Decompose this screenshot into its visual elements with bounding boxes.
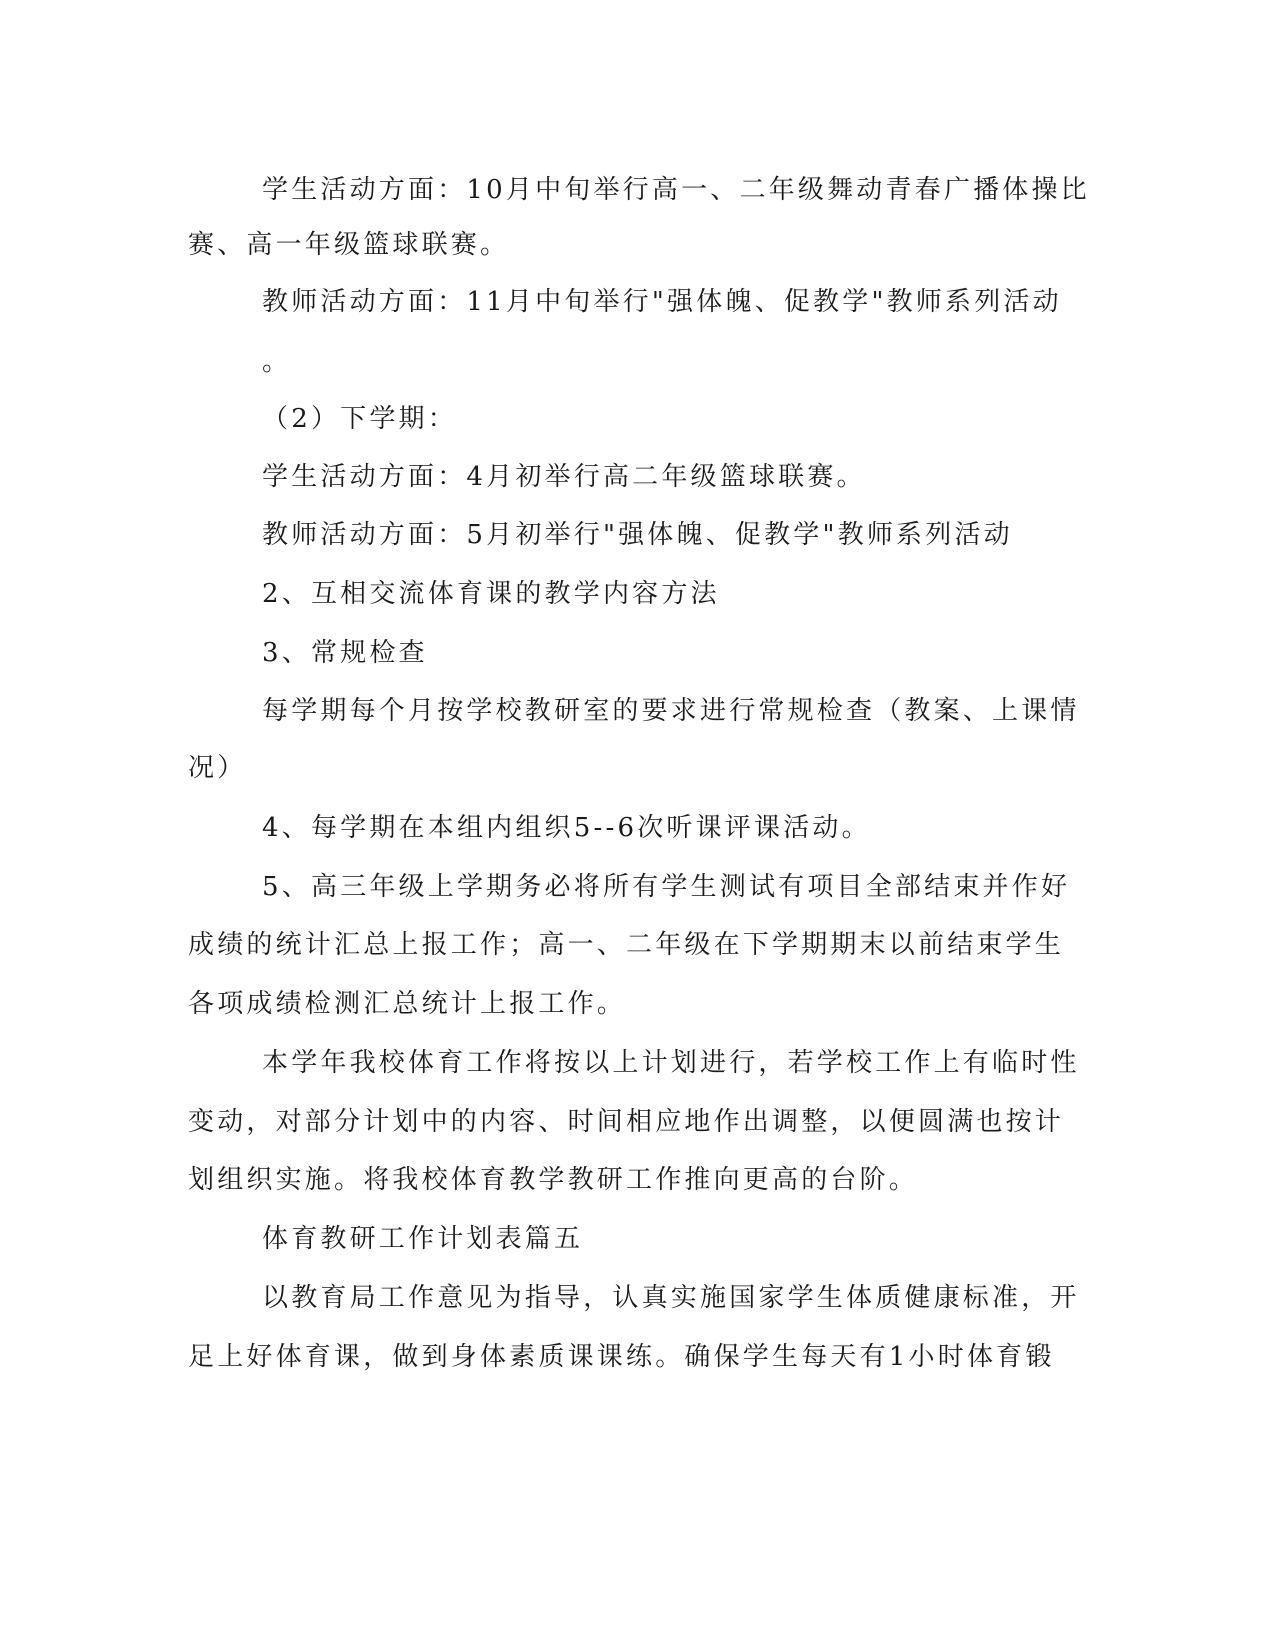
paragraph-line: 2、互相交流体育课的教学内容方法 (262, 579, 720, 609)
paragraph-line: 变动，对部分计划中的内容、时间相应地作出调整，以便圆满也按计 (188, 1107, 1065, 1137)
section-heading: 体育教研工作计划表篇五 (262, 1224, 584, 1254)
paragraph-line: 3、常规检查 (262, 638, 428, 668)
paragraph-line: 本学年我校体育工作将按以上计划进行，若学校工作上有临时性 (262, 1048, 1080, 1078)
paragraph-line: 教师活动方面：5月初举行"强体魄、促教学"教师系列活动 (262, 520, 1013, 550)
paragraph-line: 况） (188, 753, 247, 783)
paragraph-line: 4、每学期在本组内组织5--6次听课评课活动。 (262, 813, 871, 843)
paragraph-line: （2）下学期： (262, 404, 457, 434)
paragraph-line: 足上好体育课，做到身体素质课课练。确保学生每天有1小时体育锻 (188, 1342, 1055, 1372)
paragraph-line: 。 (262, 347, 292, 377)
paragraph-line: 以教育局工作意见为指导，认真实施国家学生体质健康标准，开 (262, 1283, 1080, 1313)
paragraph-line: 学生活动方面：10月中旬举行高一、二年级舞动青春广播体操比 (262, 175, 1090, 205)
paragraph-line: 赛、高一年级篮球联赛。 (188, 230, 510, 260)
paragraph-line: 教师活动方面：11月中旬举行"强体魄、促教学"教师系列活动 (262, 287, 1062, 317)
paragraph-line: 划组织实施。将我校体育教学教研工作推向更高的台阶。 (188, 1165, 919, 1195)
paragraph-line: 5、高三年级上学期务必将所有学生测试有项目全部结束并作好 (262, 872, 1071, 902)
paragraph-line: 每学期每个月按学校教研室的要求进行常规检查（教案、上课情 (262, 696, 1080, 726)
paragraph-line: 各项成绩检测汇总统计上报工作。 (188, 989, 627, 1019)
paragraph-line: 成绩的统计汇总上报工作；高一、二年级在下学期期末以前结束学生 (188, 930, 1065, 960)
paragraph-line: 学生活动方面：4月初举行高二年级篮球联赛。 (262, 462, 866, 492)
